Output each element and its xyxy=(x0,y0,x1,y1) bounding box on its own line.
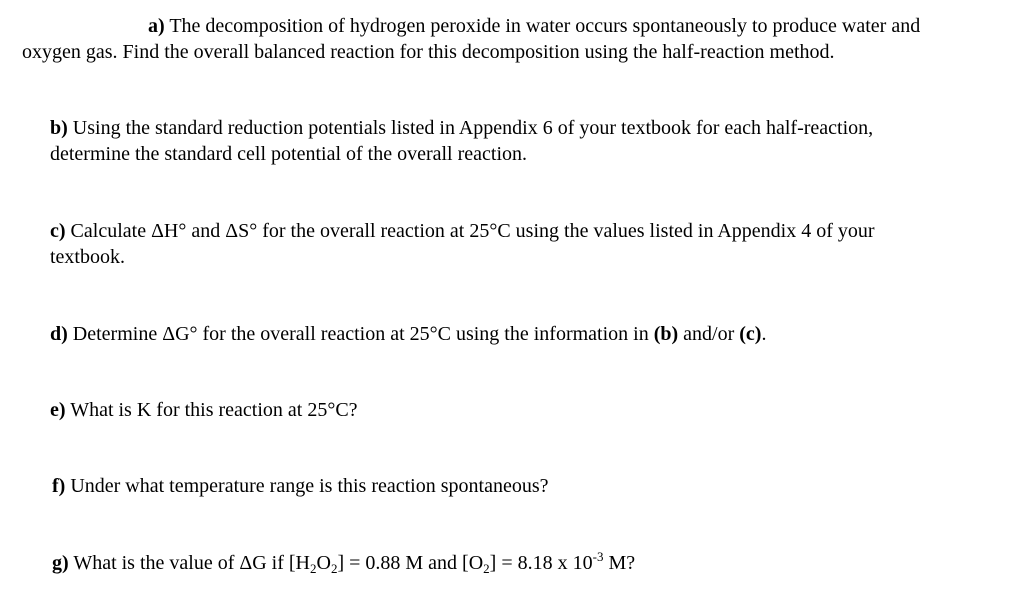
o2-subscript: 2 xyxy=(483,561,490,576)
question-b-text-1: Using the standard reduction potentials listed in Appendix 6 of your textbook for each half-reaction, xyxy=(72,117,874,139)
question-e-text: What is K for this reaction at 25°C? xyxy=(70,399,358,421)
question-c xyxy=(50,218,875,270)
question-e-label: e) xyxy=(50,399,66,421)
question-g-text-2: O xyxy=(316,552,331,574)
question-b-text-2: determine the standard cell potential of the overall reaction. xyxy=(50,143,528,165)
question-g-label: g) xyxy=(52,552,69,574)
question-g-text-3: ] = 0.88 M and [O xyxy=(337,552,484,574)
question-f xyxy=(52,473,549,499)
h2o2-subscript-o: 2 xyxy=(330,561,338,576)
question-a-line-2: oxygen gas. Find the overall balanced reaction for this decomposition using the half-reaction method. xyxy=(22,41,835,63)
question-f-label: f) xyxy=(52,475,66,497)
question-c-label: c) xyxy=(50,220,66,242)
question-d-end: . xyxy=(761,323,767,345)
question-c-text-2: textbook. xyxy=(50,246,125,268)
question-g-text-1: What is the value of ΔG if [H xyxy=(73,552,310,574)
question-d xyxy=(50,321,766,347)
exponent-superscript: -3 xyxy=(592,549,604,564)
question-b xyxy=(50,115,873,167)
question-g xyxy=(52,550,635,576)
question-d-label: d) xyxy=(50,323,68,345)
question-g-text-4: ] = 8.18 x 10 xyxy=(489,552,593,574)
question-a-label: a) xyxy=(148,15,165,37)
question-d-ref-c: (c) xyxy=(739,323,762,345)
question-e xyxy=(50,397,358,423)
question-d-mid: and/or xyxy=(683,323,735,345)
question-g-text-5: M? xyxy=(603,552,636,574)
question-a-text-1: The decomposition of hydrogen peroxide in water occurs spontaneously to produce water and xyxy=(169,15,921,37)
question-c-text-1: Calculate ΔH° and ΔS° for the overall reaction at 25°C using the values listed in Appendix 4 of your xyxy=(70,220,875,242)
question-b-label: b) xyxy=(50,117,68,139)
question-f-text: Under what temperature range is this reaction spontaneous? xyxy=(70,475,549,497)
h2o2-subscript-h: 2 xyxy=(310,561,317,576)
question-d-text: Determine ΔG° for the overall reaction at 25°C using the information in xyxy=(72,323,649,345)
question-d-ref-b: (b) xyxy=(653,323,679,345)
question-a-line-1 xyxy=(148,13,920,39)
